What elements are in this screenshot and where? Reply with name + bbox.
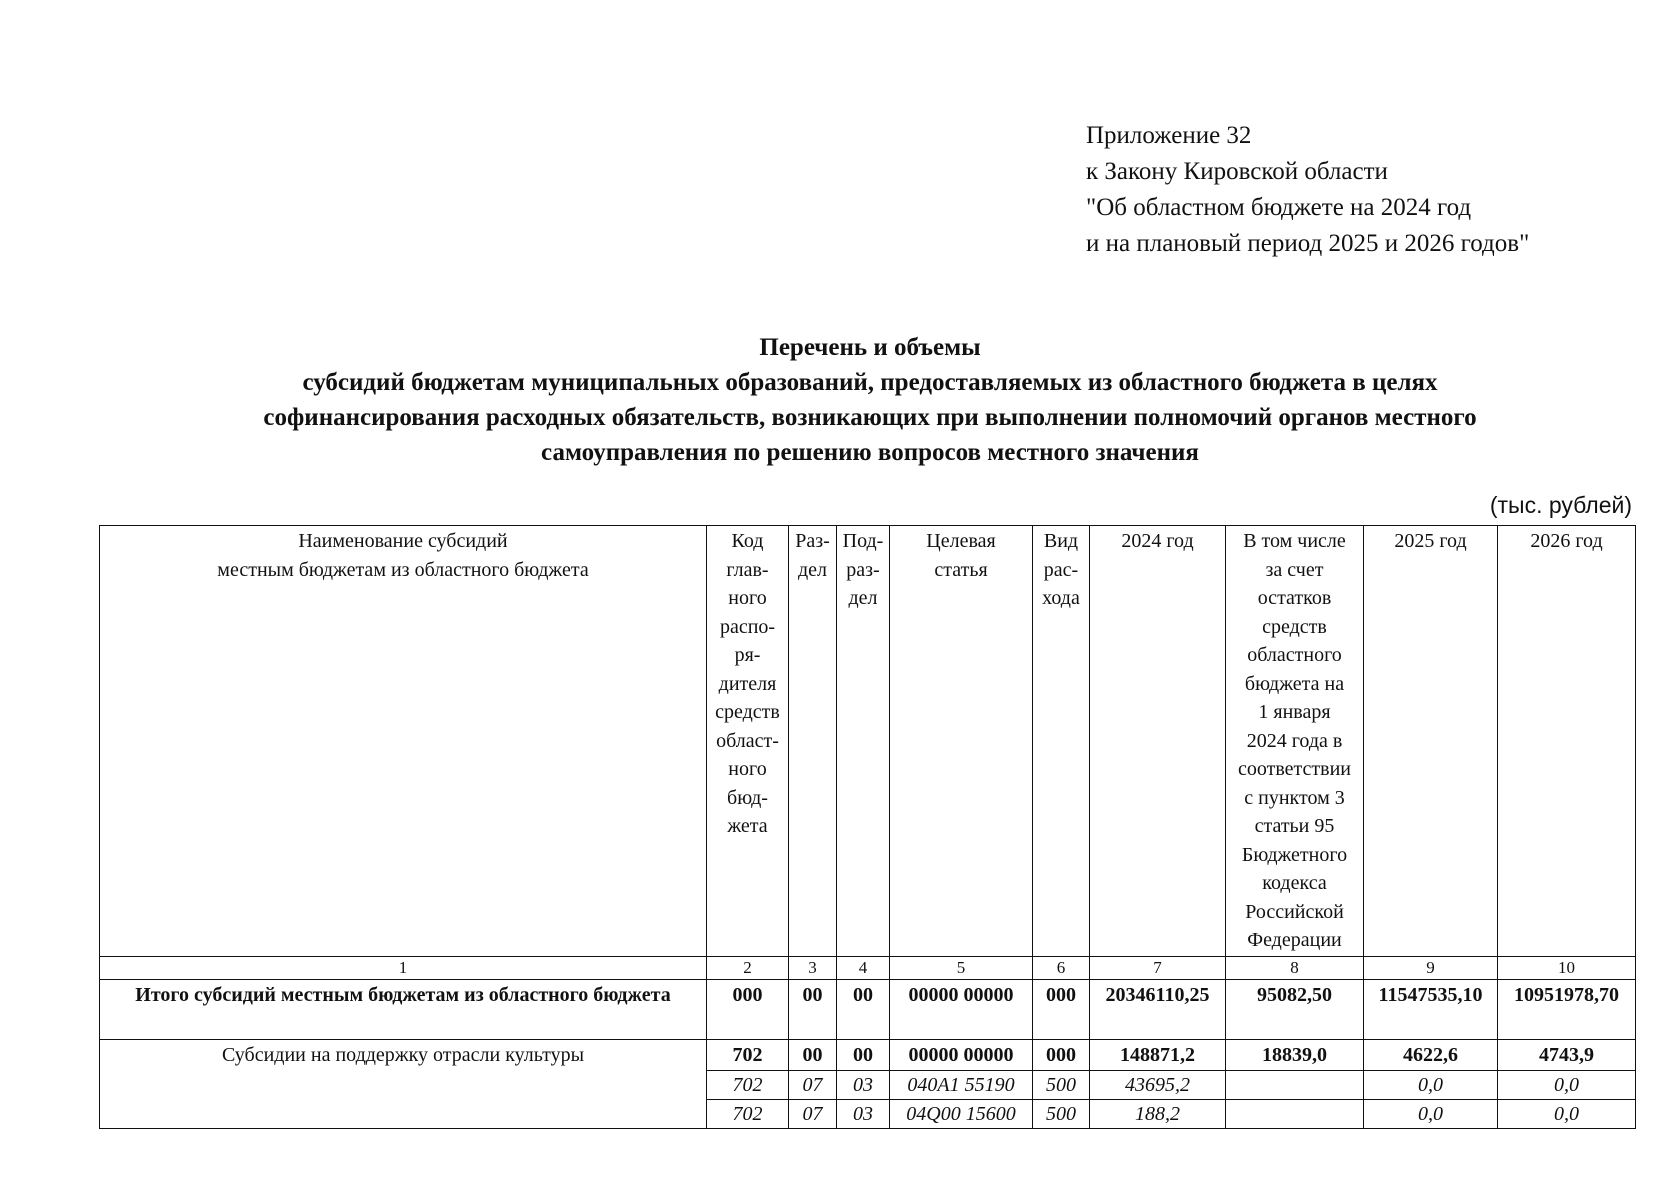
appendix-line: к Закону Кировской области bbox=[1086, 158, 1388, 185]
cell-expense-type: 500 bbox=[1033, 1071, 1090, 1100]
row-name: Субсидии на поддержку отрасли культуры bbox=[100, 1039, 707, 1129]
header-line: В том числе bbox=[1243, 530, 1346, 552]
header-cell bbox=[1033, 526, 1090, 957]
header-line: статья bbox=[934, 558, 988, 581]
cell-target: 00000 00000 bbox=[890, 979, 1033, 1039]
header-line: бюджета на bbox=[1244, 672, 1345, 695]
header-line: глав- bbox=[726, 558, 769, 581]
header-cell bbox=[707, 526, 789, 957]
cell-incl-remains: 95082,50 bbox=[1226, 979, 1364, 1039]
header-cell bbox=[100, 526, 707, 957]
cell-incl-remains: 18839,0 bbox=[1226, 1039, 1364, 1071]
column-number: 10 bbox=[1498, 956, 1636, 979]
column-number: 9 bbox=[1364, 956, 1498, 979]
cell-incl-remains bbox=[1226, 1071, 1364, 1100]
cell-subsection: 03 bbox=[837, 1071, 890, 1100]
cell-section: 00 bbox=[789, 979, 837, 1039]
cell-expense-type: 500 bbox=[1033, 1100, 1090, 1129]
cell-2026: 0,0 bbox=[1498, 1100, 1636, 1129]
cell-section: 00 bbox=[789, 1039, 837, 1071]
header-cell bbox=[1364, 526, 1498, 957]
appendix-line: "Об областном бюджете на 2024 год bbox=[1086, 194, 1472, 221]
header-line: Вид bbox=[1043, 530, 1079, 552]
title-line: Перечень и объемы bbox=[759, 334, 981, 361]
column-number: 7 bbox=[1090, 956, 1226, 979]
cell-expense-type: 000 bbox=[1033, 979, 1090, 1039]
title-line: субсидий бюджетам муниципальных образований, предоставляемых из областного бюджета в целях bbox=[302, 369, 1438, 396]
header-line: 2025 год bbox=[1394, 530, 1467, 552]
cell-expense-type: 000 bbox=[1033, 1039, 1090, 1071]
cell-2026: 10951978,70 bbox=[1498, 979, 1636, 1039]
cell-code: 702 bbox=[707, 1100, 789, 1129]
column-number: 8 bbox=[1226, 956, 1364, 979]
cell-subsection: 00 bbox=[837, 1039, 890, 1071]
header-cell bbox=[837, 526, 890, 957]
header-line: област- bbox=[716, 729, 779, 752]
header-line: Под- bbox=[842, 530, 884, 552]
cell-2024: 20346110,25 bbox=[1090, 979, 1226, 1039]
header-line: статьи 95 bbox=[1254, 815, 1335, 837]
column-number: 5 bbox=[890, 956, 1033, 979]
header-line: дел bbox=[848, 587, 878, 609]
cell-subsection: 00 bbox=[837, 979, 890, 1039]
header-line: 1 января bbox=[1258, 701, 1331, 723]
appendix-line: Приложение 32 bbox=[1086, 122, 1252, 149]
header-cell bbox=[890, 526, 1033, 957]
header-line: кодекса bbox=[1262, 872, 1327, 894]
cell-section: 07 bbox=[789, 1071, 837, 1100]
header-line: ного bbox=[728, 587, 767, 609]
total-row bbox=[100, 979, 1636, 1039]
header-line: хода bbox=[1042, 587, 1080, 609]
cell-code: 000 bbox=[707, 979, 789, 1039]
header-line: Код bbox=[731, 530, 764, 552]
document-title bbox=[150, 330, 1590, 470]
header-line: 2024 года в bbox=[1246, 729, 1343, 752]
header-cell bbox=[1226, 526, 1364, 957]
cell-code: 702 bbox=[707, 1039, 789, 1071]
header-line: за счет bbox=[1265, 558, 1324, 581]
culture-row bbox=[100, 1039, 1636, 1071]
cell-section: 07 bbox=[789, 1100, 837, 1129]
row-name: Итого субсидий местным бюджетам из областного бюджета bbox=[100, 979, 707, 1039]
title-line: самоуправления по решению вопросов местного значения bbox=[541, 439, 1199, 466]
column-number: 1 bbox=[100, 956, 707, 979]
header-line: рас- bbox=[1043, 558, 1079, 581]
header-line: Наименование субсидий bbox=[298, 530, 508, 552]
title-line: софинансирования расходных обязательств, возникающих при выполнении полномочий органов местного bbox=[263, 404, 1477, 431]
units-label: (тыс. рублей) bbox=[1489, 492, 1632, 518]
cell-2025: 0,0 bbox=[1364, 1071, 1498, 1100]
cell-2024: 43695,2 bbox=[1090, 1071, 1226, 1100]
cell-incl-remains bbox=[1226, 1100, 1364, 1129]
appendix-reference bbox=[1086, 118, 1529, 262]
subsidies-table bbox=[99, 525, 1636, 1129]
header-line: 2024 год bbox=[1121, 530, 1194, 552]
header-line: Федерации bbox=[1247, 929, 1342, 951]
column-number-row bbox=[100, 956, 1636, 979]
cell-target: 040A1 55190 bbox=[890, 1071, 1033, 1100]
column-number: 4 bbox=[837, 956, 890, 979]
header-line: областного bbox=[1247, 644, 1342, 666]
cell-code: 702 bbox=[707, 1071, 789, 1100]
cell-2024: 188,2 bbox=[1090, 1100, 1226, 1129]
header-line: Бюджетного bbox=[1241, 843, 1348, 866]
column-number: 6 bbox=[1033, 956, 1090, 979]
header-line: остатков bbox=[1257, 587, 1332, 609]
header-line: дителя bbox=[718, 672, 777, 695]
column-number: 2 bbox=[707, 956, 789, 979]
header-line: распо- bbox=[719, 615, 776, 638]
table-header-row bbox=[100, 526, 1636, 957]
header-line: с пунктом 3 bbox=[1244, 786, 1345, 809]
header-line: Целевая bbox=[926, 530, 996, 552]
header-cell bbox=[1090, 526, 1226, 957]
header-line: Российской bbox=[1245, 900, 1344, 923]
header-line: средств bbox=[1262, 615, 1327, 638]
cell-target: 00000 00000 bbox=[890, 1039, 1033, 1071]
cell-2025: 11547535,10 bbox=[1364, 979, 1498, 1039]
header-line: местным бюджетам из областного бюджета bbox=[217, 558, 589, 581]
header-line: 2026 год bbox=[1530, 530, 1603, 552]
cell-2025: 4622,6 bbox=[1364, 1039, 1498, 1071]
header-line: жета bbox=[727, 815, 768, 837]
header-line: соответствии bbox=[1237, 758, 1351, 780]
header-line: ного bbox=[728, 758, 767, 780]
header-cell bbox=[1498, 526, 1636, 957]
column-number: 3 bbox=[789, 956, 837, 979]
header-line: средств bbox=[715, 701, 780, 723]
cell-2025: 0,0 bbox=[1364, 1100, 1498, 1129]
header-line: раз- bbox=[846, 558, 880, 581]
cell-2026: 0,0 bbox=[1498, 1071, 1636, 1100]
header-line: Раз- bbox=[795, 530, 830, 552]
cell-2026: 4743,9 bbox=[1498, 1039, 1636, 1071]
header-line: бюд- bbox=[727, 786, 768, 809]
header-line: ря- bbox=[734, 644, 761, 666]
appendix-line: и на плановый период 2025 и 2026 годов" bbox=[1086, 230, 1530, 257]
header-cell bbox=[789, 526, 837, 957]
cell-target: 04Q00 15600 bbox=[890, 1100, 1033, 1129]
header-line: дел bbox=[797, 558, 828, 581]
cell-2024: 148871,2 bbox=[1090, 1039, 1226, 1071]
cell-subsection: 03 bbox=[837, 1100, 890, 1129]
